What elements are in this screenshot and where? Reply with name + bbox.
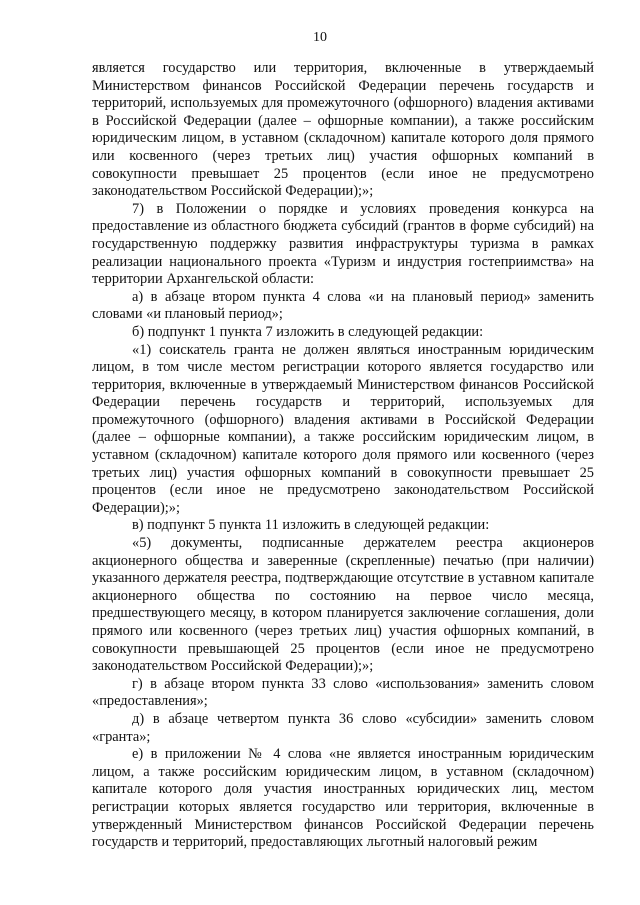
document-body — [92, 60, 594, 852]
paragraph-subitem-a: а) в абзаце втором пункта 4 слова «и на плановый период» заменить словами «и плановый период»; — [92, 288, 594, 323]
paragraph-item-7: 7) в Положении о порядке и условиях проведения конкурса на предоставление из областного бюджета субсидий (грантов в форме субсидий) на государственную поддержку развития инфраструктуры туризма в рамках реализации национального проекта «Туризм и индустрия гостеприимства» на территории Архангельской области: — [92, 200, 594, 288]
paragraph-subitem-b: б) подпункт 1 пункта 7 изложить в следующей редакции: — [132, 323, 484, 340]
paragraph-subitem-e: е) в приложении № 4 слова «не является иностранным юридическим лицом, а также российским юридическим лицом, в уставном (складочном) капитале которого доля участия иностранных юридических лиц, местом регистрации которых является государство или территория, включенные в утвержденный Министерством финансов Российской Федерации перечень государств и территорий, предоставляющих льготный налоговый режим — [92, 746, 594, 851]
paragraph-subitem-v: в) подпункт 5 пункта 11 изложить в следующей редакции: — [132, 517, 490, 534]
paragraph-subitem-g: г) в абзаце втором пункта 33 слово «использования» заменить словом «предоставления»; — [92, 675, 594, 710]
paragraph-continuation: является государство или территория, включенные в утверждаемый Министерством финансов Российской Федерации перечень государств и территорий, используемых для промежуточного (офшорного) владения активами в Российской Федерации (далее – офшорные компании), а также российским юридическим лицом, в уставном (складочном) капитале которого доля прямого или косвенного (через третьих лиц) участия офшорных компаний в совокупности превышает 25 процентов (если иное не предусмотрено законодательством Российской Федерации);»; — [92, 60, 594, 200]
paragraph-subitem-d: д) в абзаце четвертом пункта 36 слово «субсидии» заменить словом «гранта»; — [92, 710, 594, 745]
paragraph-quote-5: «5) документы, подписанные держателем реестра акционеров акционерного общества и заверенные (скрепленные) печатью (при наличии) указанного держателя реестра, подтверждающие отсутствие в уставном капитале акционерного общества по состоянию на первое число месяца, предшествующего месяцу, в котором планируется заключение соглашения, доли прямого или косвенного (через третьих лиц) участия офшорных компаний, в совокупности превышающей 25 процентов (если иное не предусмотрено законодательством Российской Федерации);»; — [92, 535, 594, 675]
paragraph-quote-1: «1) соискатель гранта не должен являться иностранным юридическим лицом, в том числе местом регистрации которого является государство или территория, включенные в утверждаемый Министерством финансов Российской Федерации перечень государств и территорий, используемых для промежуточного (офшорного) владения активами в Российской Федерации (далее – офшорные компании), а также российским юридическим лицом, в уставном (складочном) капитале которого доля прямого или косвенного (через третьих лиц) участия офшорных компаний в совокупности превышает 25 процентов (если иное не предусмотрено законодательством Российской Федерации);»; — [92, 341, 594, 516]
page-number: 10 — [313, 30, 327, 45]
